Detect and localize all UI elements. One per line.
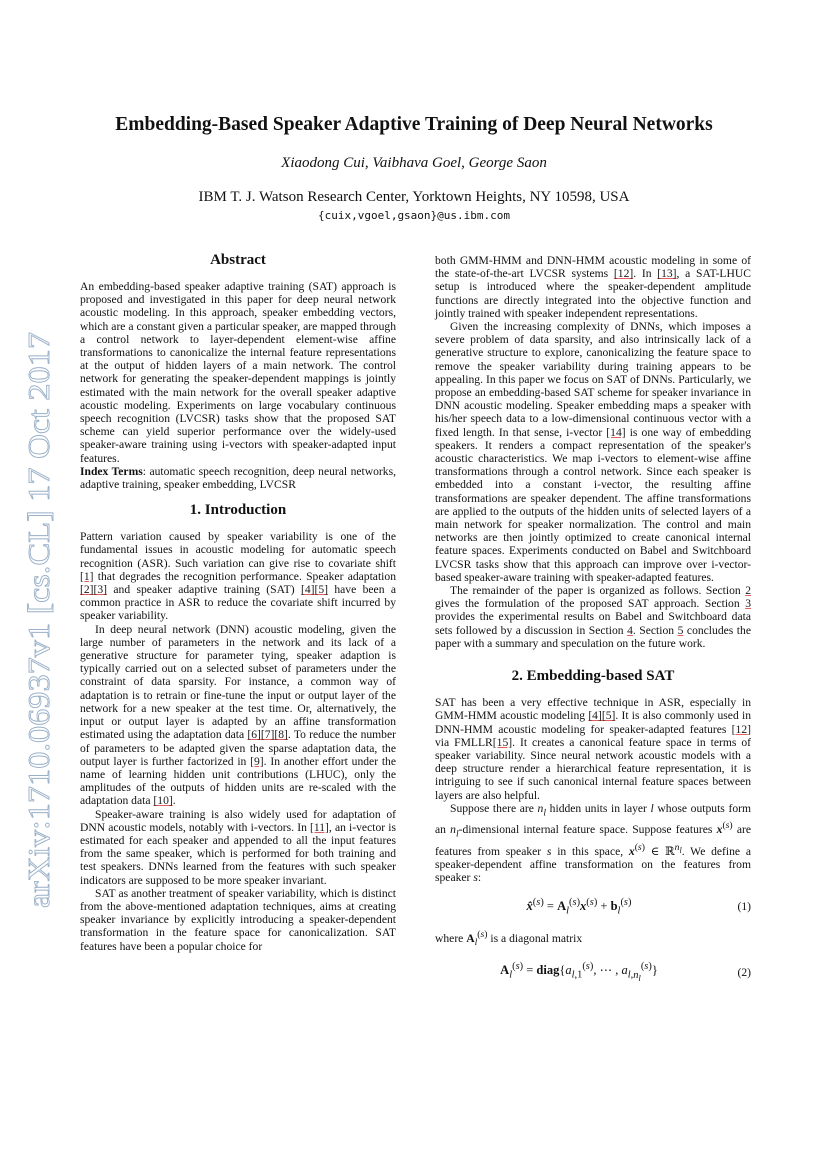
abstract-heading: Abstract <box>210 252 266 268</box>
intro-paragraph-2: In deep neural network (DNN) acoustic modeling, given the large number of parameters in the network and its lack of a generative structure for parameter tying, speaker adaption is typically carried out on a selected subset of parameters under the constraint of data sparsity. For instance, a common way of adaptation is to retrain or fine-tune the input or output layer of the network for a new speaker at the test time. Or, alternatively, the input or output layer is adapted by an affine transformation estimated using the adaptation data [6][7][8]. To reduce the number of parameters to be adapted given the sparse adaptation data, the output layer is further factorized in [9]. In another effort under the name of learning hidden unit contributions (LHUC), only the amplitudes of the outputs of hidden units are re-scaled with the adaptation data [10]. <box>80 622 396 808</box>
intro-paragraph-5: Given the increasing complexity of DNNs, which imposes a severe problem of data sparsity, and also intrinsically lack of a generative structure to explore, canonicalizing the feature space to remove the speaker variability during training appears to be appealing. In this paper we focus on SAT of DNNs. Particularly, we propose an embedding-based SAT scheme for speaker invariance in DNN acoustic modeling. Speaker embedding maps a speaker with his/her speech data to a low-dimensional continuous vector with a fixed length. In that sense, i-vector [14] is one way of embedding speakers. It renders a compact representation of the speaker's acoustic characteristics. We map i-vectors to element-wise affine transformations through a control network. Since each speaker is embedded into a constant i-vector, the resulting affine transformations are speaker dependent. The affine transformations are applied to the outputs of the hidden units of selected layers of a main network for speaker normalization. The control and main networks are then jointly optimized to create canonical internal feature spaces. Experiments conducted on Babel and Switchboard LVCSR tasks show that this approach can improve over i-vector-based speaker-aware training with speaker-adapted features. <box>435 320 751 584</box>
introduction-heading: 1. Introduction <box>189 502 287 519</box>
citation-link[interactable]: [11] <box>310 820 329 834</box>
intro-paragraph-3: Speaker-aware training is also widely used for adaptation of DNN acoustic models, notably with i-vectors. In [11], an i-vector is estimated for each speaker and appended to all the input features from the same speaker, which is performed for both training and test speakers. DNNs learned from the features with such speaker indicators are supposed to be more speaker invariant. <box>80 807 396 887</box>
citation-link[interactable]: [13] <box>657 267 677 281</box>
arxiv-identifier-stamp <box>19 330 59 910</box>
citation-link[interactable]: [14] <box>606 425 626 439</box>
citation-link[interactable]: [15] <box>492 735 513 749</box>
citation-link[interactable]: [12] <box>613 267 634 281</box>
index-terms <box>80 465 396 491</box>
sat-section-heading: 2. Embedding-based SAT <box>511 668 675 685</box>
intro-paragraph-6: The remainder of the paper is organized as follows. Section 2 gives the formulation of the proposed SAT approach. Section 3 provides the experimental results on Babel and Switchboard data sets followed by a discussion in Section 4. Section 5 concludes the paper with a summary and speculation on the future work. <box>435 584 751 650</box>
citation-link[interactable]: [12] <box>731 722 751 736</box>
section-link[interactable]: 2 <box>745 584 751 598</box>
arxiv-identifier-text: arXiv:1710.06937v1 [cs.CL] 17 Oct 2017 <box>21 387 56 908</box>
equation-2 <box>435 961 751 983</box>
equation-1-body: x̂$^{(s)}$ = $A_l^{(s)}x^{(s)} + b_l^{(s)}$ <box>526 897 632 917</box>
citation-link[interactable]: [1] <box>80 569 94 583</box>
section-link[interactable]: 3 <box>745 597 751 611</box>
equation-1 <box>435 896 751 918</box>
paper-title: Embedding-Based Speaker Adaptive Training of Deep Neural Networks <box>115 114 713 135</box>
index-terms-label: Index Terms <box>80 464 143 478</box>
sat-paragraph-2: Suppose there are $n_l$ hidden units in layer l whose outputs form an $n_l$-dimensional internal feature space. Suppose features $x^{(s)}$ are features from speaker s in this space, $x^{(s)}$ ∈ ℝ$^{n_l}$. We define a speaker-dependent affine transformation on the features from speaker s: <box>435 801 752 884</box>
citation-link[interactable]: [4][5] <box>588 709 616 723</box>
intro-paragraph-4-continued: both GMM-HMM and DNN-HMM acoustic modeling in some of the state-of-the-art LVCSR systems [12]. In [13], a SAT-LHUC setup is introduced where the speaker-dependent amplitude functions are directly integrated into the objective function and jointly trained with speaker independent representations. <box>435 254 751 320</box>
citation-link[interactable]: [10] <box>153 794 173 808</box>
right-column <box>435 254 751 993</box>
author-list: Xiaodong Cui, Vaibhava Goel, George Saon <box>281 155 547 171</box>
index-terms-list: : automatic speech recognition, deep neural networks, adaptive training, speaker embedding, LVCSR <box>80 464 396 492</box>
sat-paragraph-1: SAT has been a very effective technique in ASR, especially in GMM-HMM acoustic modeling [4][5]. It is also commonly used in DNN-HMM acoustic modeling for speaker-adapted features [12] via FMLLR[15]. It creates a canonical feature space in terms of speaker variability. Since neural network acoustic models with a deep structure render a hierarchical feature representation, it is intriguing to see if such canonical internal feature spaces between layers are also helpful. <box>435 696 751 802</box>
equation-1-number: (1) <box>737 900 751 914</box>
citation-link[interactable]: [4][5] <box>300 583 329 597</box>
left-column <box>80 250 396 953</box>
affiliation: IBM T. J. Watson Research Center, Yorktown Heights, NY 10598, USA <box>198 189 630 205</box>
sat-where-clause: where $A_l^{(s)}$ is a diagonal matrix <box>435 929 583 949</box>
citation-link[interactable]: [6][7][8] <box>247 728 288 742</box>
author-emails: {cuix,vgoel,gsaon}@us.ibm.com <box>317 209 511 222</box>
intro-paragraph-1: Pattern variation caused by speaker variability is one of the fundamental issues in acoustic modeling for automatic speech recognition (ASR). Such variation can give rise to covariate shift [1] that degrades the recognition performance. Speaker adaptation [2][3] and speaker adaptive training (SAT) [4][5] have been a common practice in ASR to reduce the covariate shift incurred by speaker variability. <box>80 530 396 623</box>
citation-link[interactable]: [2][3] <box>80 583 108 597</box>
section-link[interactable]: 4 <box>627 623 633 637</box>
abstract-text: An embedding-based speaker adaptive training (SAT) approach is proposed and investigated in this paper for deep neural network acoustic modeling. In this approach, speaker embedding vectors, which are a constant given a particular speaker, are mapped through a control network to layer-dependent element-wise affine transformations to canonicalize the internal feature representations at the output of hidden layers of a main network. The control network for generating the speaker-dependent mappings is jointly estimated with the main network for the overall speaker adaptive acoustic modeling. Experiments on large vocabulary continuous speech recognition (LVCSR) tasks show that the proposed SAT scheme can yield superior performance over the widely-used speaker-aware training using i-vectors with speaker-adapted input features. <box>80 280 396 465</box>
intro-paragraph-4: SAT as another treatment of speaker variability, which is distinct from the above-mentioned adaptation techniques, aims at creating speaker invariance by explicitly introducing a speaker-dependent transformation in the feature space for canonicalization. SAT features have been a popular choice for <box>80 886 396 953</box>
equation-2-body: $A_l^{(s)}$ = $diag\{a_{l,1}^{(s)}$, ⋯ , $a_{l,n_l}^{(s)}$} <box>500 960 658 983</box>
citation-link[interactable]: [9] <box>250 754 264 768</box>
section-link[interactable]: 5 <box>677 623 684 637</box>
equation-2-number: (2) <box>737 965 751 979</box>
